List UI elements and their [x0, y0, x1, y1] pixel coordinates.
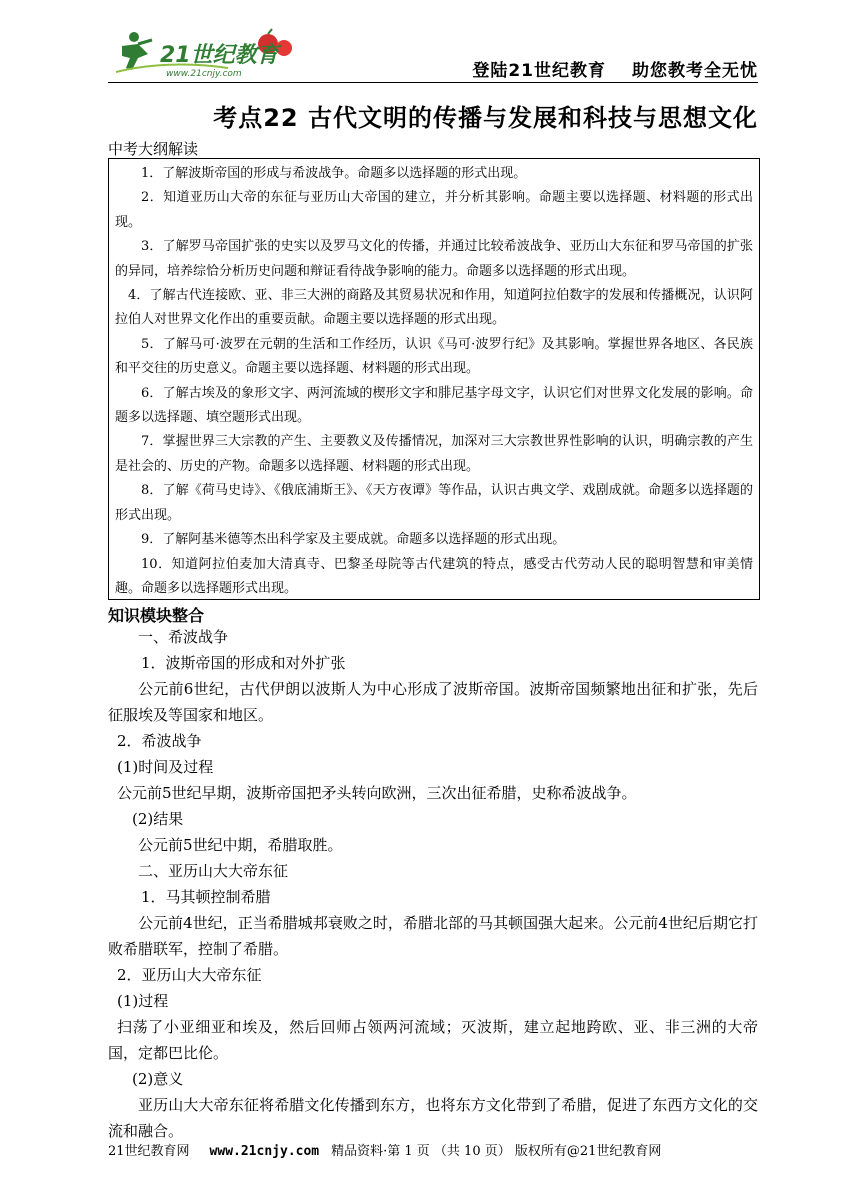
subsection-heading: 1．波斯帝国的形成和对外扩张 [141, 654, 346, 672]
point-heading: (1)时间及过程 [117, 758, 214, 776]
paragraph: 公元前5世纪中期，希腊取胜。 [138, 836, 343, 854]
paragraph: 扫荡了小亚细亚和埃及，然后回师占领两河流域；灭波斯，建立起地跨欧、亚、非三洲的大帝国，定都巴比伦。 [108, 1018, 758, 1062]
header-slogan [472, 56, 758, 81]
outline-item: 1．了解波斯帝国的形成与希波战争。命题多以选择题的形式出现。 [141, 166, 527, 181]
outline-item: 7．掌握世界三大宗教的产生、主要教义及传播情况，加深对三大宗教世界性影响的认识，明确宗教的产生是社会的、历史的产物。命题多以选择题、材料题的形式出现。 [115, 434, 753, 474]
paragraph: 公元前5世纪早期，波斯帝国把矛头转向欧洲，三次出征希腊，史称希波战争。 [117, 784, 637, 802]
paragraph: 公元前6世纪，古代伊朗以波斯人为中心形成了波斯帝国。波斯帝国频繁地出征和扩张，先后征服埃及等国家和地区。 [108, 680, 758, 724]
page-footer [108, 1140, 758, 1159]
subsection-heading: 2．希波战争 [117, 732, 202, 750]
outline-item: 2．知道亚历山大帝的东征与亚历山大帝国的建立，并分析其影响。命题主要以选择题、材料题的形式出现。 [115, 190, 753, 230]
header-divider [108, 82, 758, 83]
subsection-heading: 1．马其顿控制希腊 [141, 888, 271, 906]
section-heading: 一、希波战争 [138, 628, 229, 646]
point-heading: (2)结果 [132, 810, 184, 828]
syllabus-outline-box [108, 158, 760, 600]
section-heading: 二、亚历山大大帝东征 [138, 862, 289, 880]
footer-url: www.21cnjy.com [209, 1144, 320, 1159]
section-label: 中考大纲解读 [108, 140, 199, 158]
page-title: 考点22 古代文明的传播与发展和科技与思想文化 [213, 104, 758, 132]
outline-item: 9．了解阿基米德等杰出科学家及主要成就。命题多以选择题的形式出现。 [141, 532, 566, 548]
subsection-heading: 2．亚历山大大帝东征 [117, 966, 262, 984]
21cnjy-logo [108, 28, 298, 80]
outline-item: 4．了解古代连接欧、亚、非三大洲的商路及其贸易状况和作用，知道阿拉伯数字的发展和传播概况，认识阿拉伯人对世界文化作出的重要贡献。命题主要以选择题的形式出现。 [115, 288, 753, 328]
outline-item: 6．了解古埃及的象形文字、两河流域的楔形文字和腓尼基字母文字，认识它们对世界文化发展的影响。命题多以选择题、填空题形式出现。 [115, 385, 753, 426]
footer-site: 21世纪教育网 [108, 1144, 190, 1159]
page-header [108, 28, 758, 82]
outline-item: 8．了解《荷马史诗》、《俄底浦斯王》、《天方夜谭》等作品，认识古典文学、戏剧成就。命题多以选择题的形式出现。 [115, 483, 753, 523]
point-heading: (2)意义 [132, 1070, 184, 1088]
slogan-left: 登陆21世纪教育 [472, 61, 606, 81]
knowledge-body [108, 624, 758, 1144]
point-heading: (1)过程 [117, 992, 169, 1010]
svg-text:21世纪教育: 21世纪教育 [160, 43, 279, 68]
paragraph: 亚历山大大帝东征将希腊文化传播到东方，也将东方文化带到了希腊，促进了东西方文化的交流和融合。 [108, 1096, 758, 1140]
knowledge-section-title: 知识模块整合 [108, 606, 205, 625]
outline-item: 3．了解罗马帝国扩张的史实以及罗马文化的传播，并通过比较希波战争、亚历山大东征和罗马帝国的扩张的异同，培养综恰分析历史问题和辩证看待战争影响的能力。命题多以选择题的形式出现。 [115, 239, 753, 279]
slogan-right: 助您教考全无忧 [632, 61, 758, 81]
footer-info: 精品资料·第 1 页 （共 10 页） 版权所有@21世纪教育网 [331, 1144, 662, 1159]
paragraph: 公元前4世纪，正当希腊城邦衰败之时，希腊北部的马其顿国强大起来。公元前4世纪后期它打败希腊联军，控制了希腊。 [108, 914, 758, 958]
outline-item: 10．知道阿拉伯麦加大清真寺、巴黎圣母院等古代建筑的特点，感受古代劳动人民的聪明智慧和审美情趣。命题多以选择题形式出现。 [115, 556, 753, 596]
svg-text:www.21cnjy.com: www.21cnjy.com [166, 69, 242, 79]
outline-item: 5．了解马可·波罗在元朝的生活和工作经历，认识《马可·波罗行纪》及其影响。掌握世界各地区、各民族和平交往的历史意义。命题主要以选择题、材料题的形式出现。 [115, 336, 753, 377]
